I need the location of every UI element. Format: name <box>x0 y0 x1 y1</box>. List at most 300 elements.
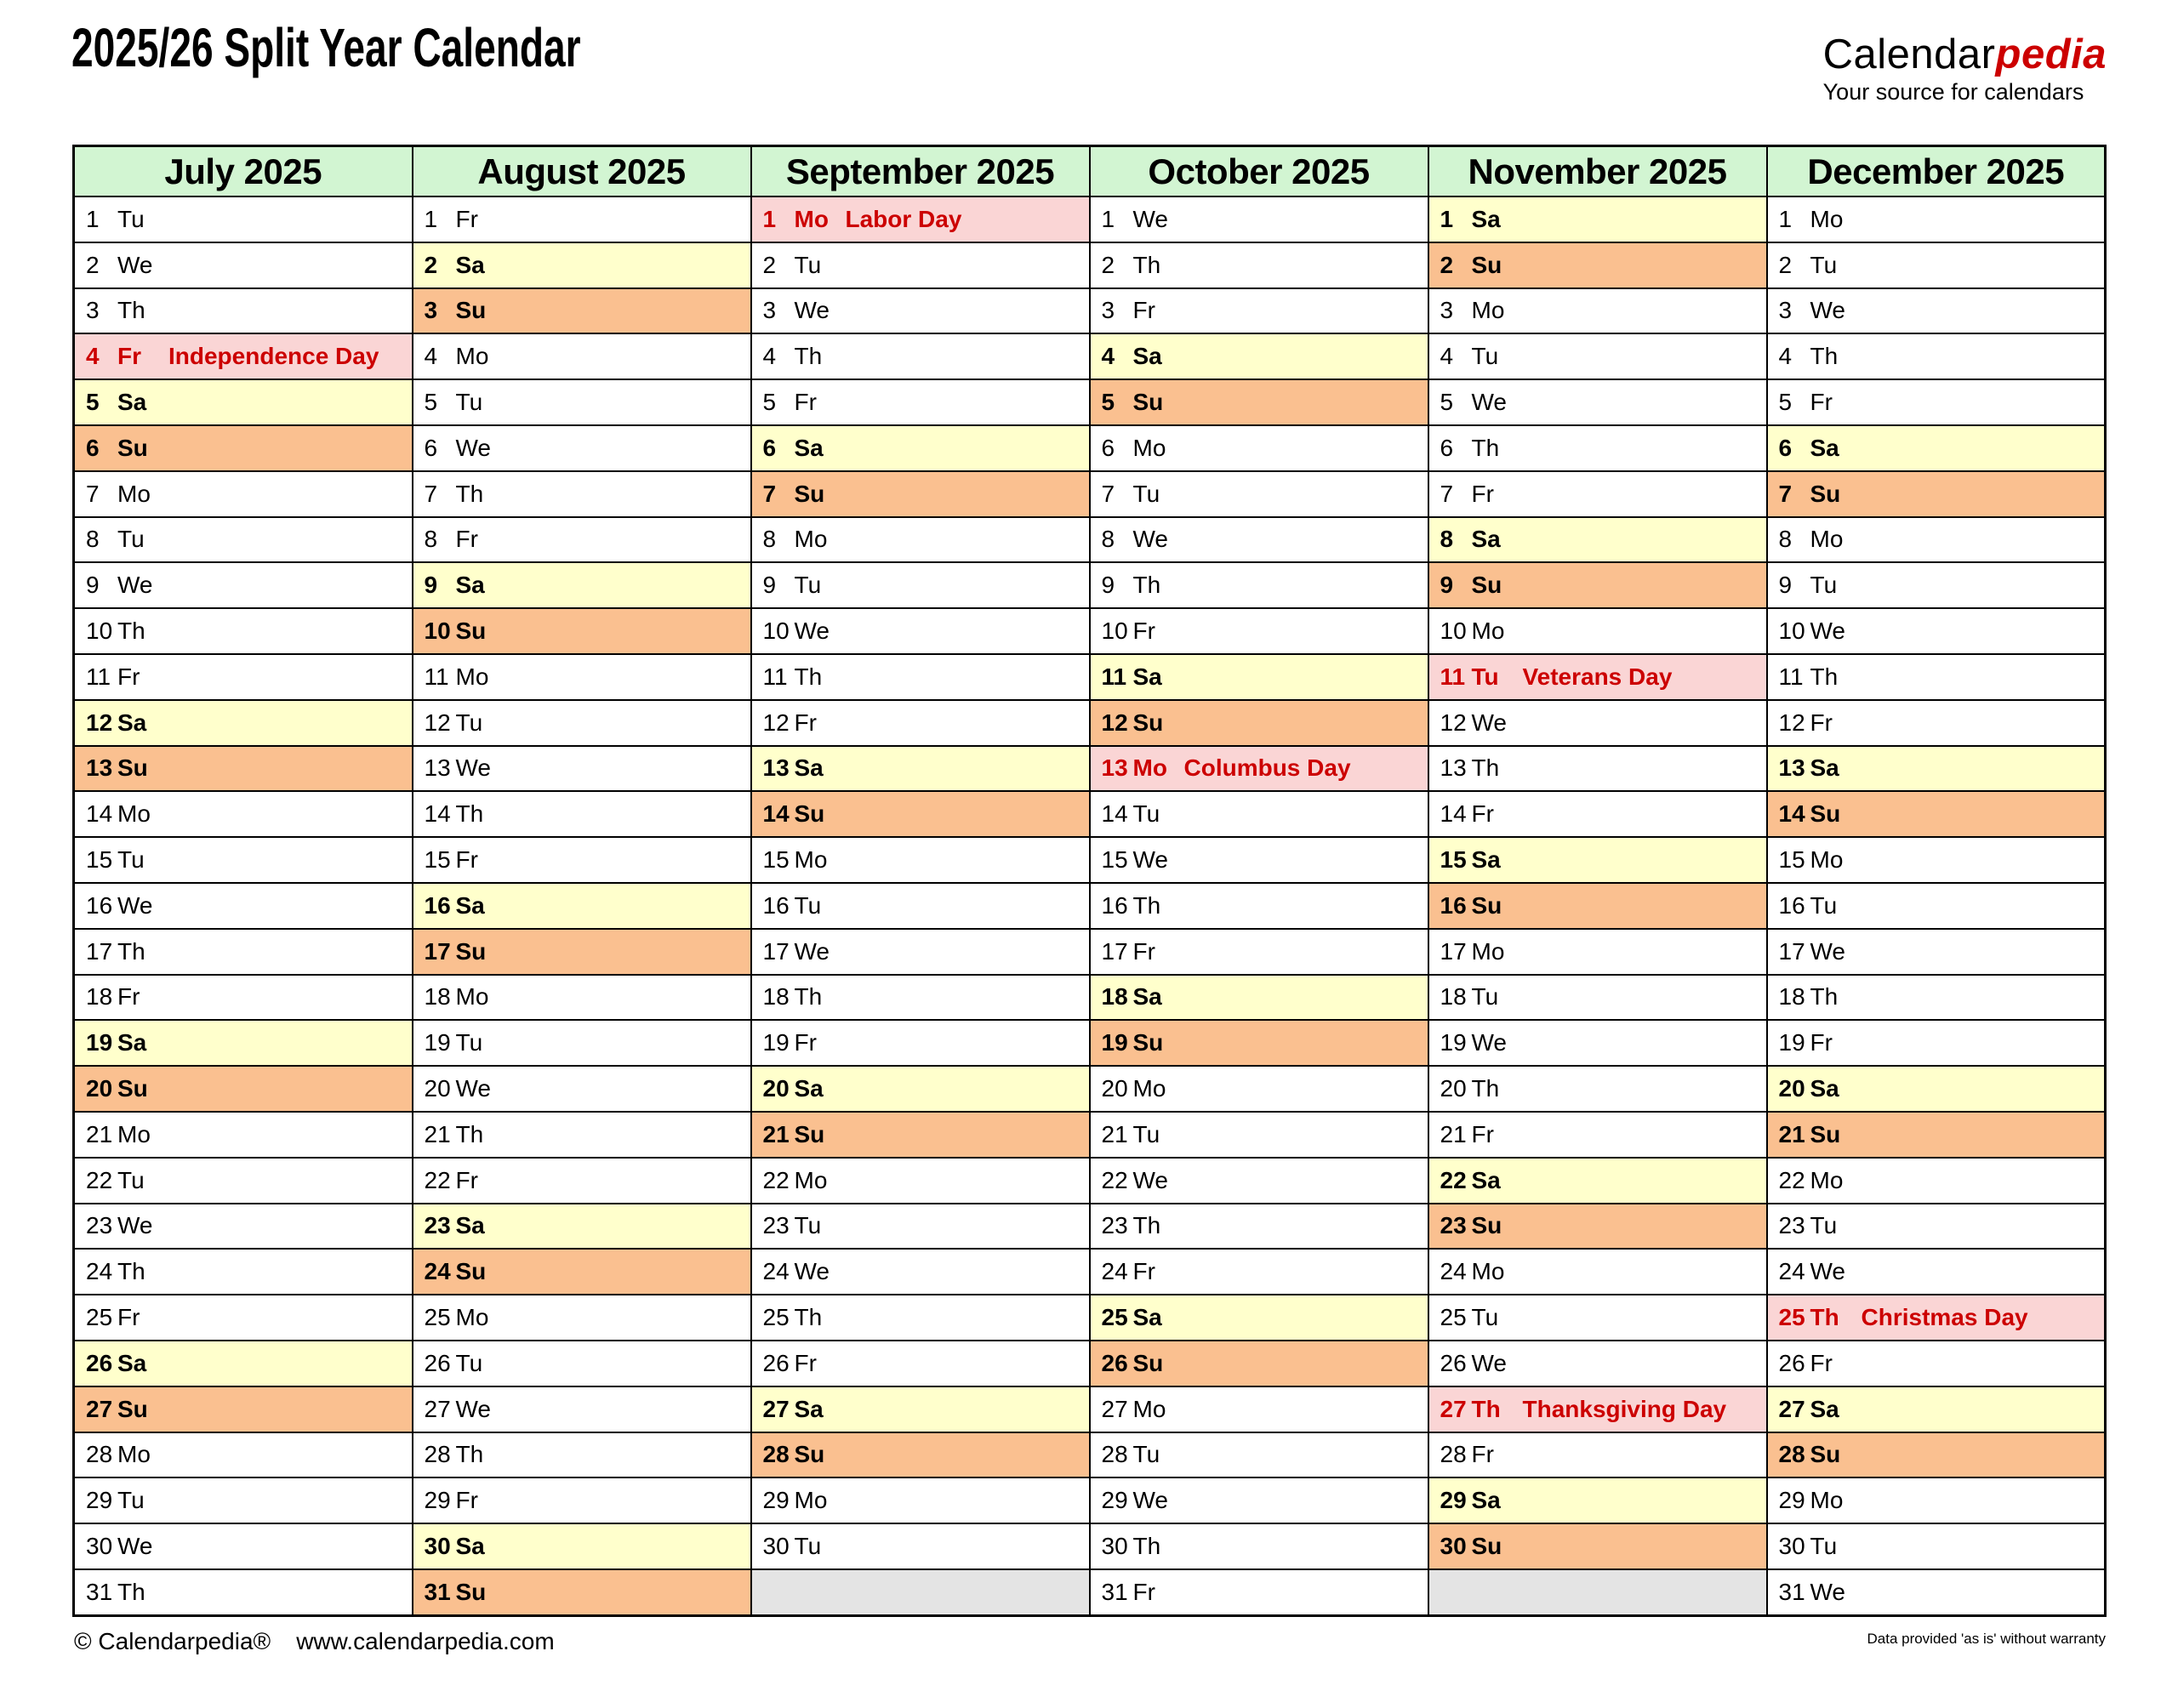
day-number: 18 <box>424 983 451 1011</box>
day-number: 4 <box>424 343 438 370</box>
weekday-abbreviation: Sa <box>455 251 485 278</box>
logo-calendar-text: Calendar <box>1822 31 1996 77</box>
day-number: 29 <box>1101 1487 1128 1514</box>
weekday-abbreviation: Th <box>1132 891 1161 919</box>
day-cell-content <box>75 1489 412 1512</box>
holiday-label: Labor Day <box>845 205 962 232</box>
weekday-abbreviation: Tu <box>1810 891 1838 919</box>
weekday-abbreviation: Sa <box>1471 846 1501 874</box>
day-cell-december-2025-20 <box>1767 1066 2106 1112</box>
day-number: 10 <box>1101 618 1128 645</box>
weekday-abbreviation: Fr <box>1810 1029 1833 1056</box>
weekday-abbreviation: Sa <box>1810 1075 1839 1102</box>
day-cell-content <box>1091 985 1428 1009</box>
day-number: 20 <box>1440 1075 1467 1102</box>
day-number: 31 <box>424 1578 451 1605</box>
day-cell-november-2025-3 <box>1428 288 1767 334</box>
day-cell-november-2025-8 <box>1428 517 1767 563</box>
day-number: 7 <box>1778 480 1793 507</box>
holiday-label: Columbus Day <box>1183 754 1351 782</box>
day-cell-content <box>752 1349 1089 1376</box>
day-cell-content <box>75 436 412 460</box>
day-number: 30 <box>762 1533 790 1559</box>
day-cell-december-2025-14 <box>1767 791 2106 837</box>
day-row-6 <box>74 425 2106 471</box>
day-cell-content <box>752 253 1089 277</box>
weekday-abbreviation: We <box>117 891 153 919</box>
day-cell-november-2025-25 <box>1428 1295 1767 1341</box>
day-cell-content <box>1768 1349 2105 1376</box>
day-cell-july-2025-12 <box>74 700 413 746</box>
day-number: 24 <box>1440 1258 1467 1285</box>
day-row-12 <box>74 700 2106 746</box>
day-number: 5 <box>86 389 100 416</box>
month-header-october-2025: October 2025 <box>1090 146 1428 197</box>
day-cell-october-2025-29 <box>1090 1477 1428 1523</box>
day-number: 23 <box>1440 1212 1467 1239</box>
day-cell-content <box>1091 802 1428 826</box>
day-cell-content <box>413 756 750 780</box>
day-cell-content <box>752 1395 1089 1422</box>
day-cell-content <box>752 436 1089 460</box>
split-year-calendar-table <box>72 145 2107 1617</box>
day-number: 29 <box>424 1487 451 1514</box>
day-number: 3 <box>424 297 438 324</box>
day-cell-content <box>752 756 1089 780</box>
day-number: 25 <box>424 1304 451 1331</box>
weekday-abbreviation: Th <box>455 800 484 828</box>
day-number: 30 <box>1440 1533 1467 1559</box>
weekday-abbreviation: Sa <box>1471 1487 1501 1514</box>
day-cell-content <box>413 344 750 368</box>
weekday-abbreviation: Th <box>455 480 484 507</box>
weekday-abbreviation: Su <box>455 937 487 965</box>
day-cell-content <box>75 390 412 414</box>
day-cell-content <box>752 1077 1089 1101</box>
day-cell-september-2025-29 <box>751 1477 1090 1523</box>
day-cell-december-2025-24 <box>1767 1249 2106 1295</box>
day-cell-content <box>1091 848 1428 872</box>
day-cell-content <box>1429 937 1766 965</box>
day-row-29 <box>74 1477 2106 1523</box>
day-cell-september-2025-3 <box>751 288 1090 334</box>
weekday-abbreviation: Su <box>794 1441 825 1468</box>
day-cell-content <box>413 711 750 735</box>
weekday-abbreviation: Th <box>1471 1395 1501 1422</box>
day-number: 1 <box>1778 205 1793 232</box>
weekday-abbreviation: Su <box>1132 389 1164 416</box>
day-number: 6 <box>1101 434 1115 461</box>
day-number: 9 <box>86 572 100 599</box>
day-number: 21 <box>762 1120 790 1147</box>
day-cell-content <box>1429 1349 1766 1376</box>
weekday-abbreviation: We <box>1132 846 1168 874</box>
day-cell-october-2025-14 <box>1090 791 1428 837</box>
day-cell-august-2025-11 <box>413 654 751 700</box>
day-cell-december-2025-17 <box>1767 929 2106 975</box>
day-cell-september-2025-12 <box>751 700 1090 746</box>
day-cell-content <box>75 482 412 506</box>
day-cell-october-2025-12 <box>1090 700 1428 746</box>
day-number: 28 <box>1440 1441 1467 1468</box>
weekday-abbreviation: Sa <box>1132 983 1162 1011</box>
weekday-abbreviation: Su <box>455 1578 487 1605</box>
day-cell-content <box>413 482 750 506</box>
month-header-july-2025: July 2025 <box>74 146 413 197</box>
day-cell-november-2025-11 <box>1428 654 1767 700</box>
month-header-november-2025: November 2025 <box>1428 146 1767 197</box>
weekday-abbreviation: Mo <box>117 1120 151 1147</box>
day-cell-november-2025-9 <box>1428 562 1767 608</box>
day-cell-content <box>413 619 750 643</box>
day-cell-july-2025-29 <box>74 1477 413 1523</box>
day-cell-july-2025-8 <box>74 517 413 563</box>
day-number: 25 <box>1778 1304 1805 1331</box>
day-cell-december-2025-28 <box>1767 1432 2106 1478</box>
day-cell-content <box>752 619 1089 643</box>
day-number: 26 <box>762 1349 790 1376</box>
weekday-abbreviation: Fr <box>794 1029 817 1056</box>
day-cell-content <box>1429 482 1766 506</box>
day-cell-content <box>413 390 750 414</box>
weekday-abbreviation: We <box>455 754 491 782</box>
day-cell-content <box>1429 891 1766 919</box>
day-number: 27 <box>424 1395 451 1422</box>
weekday-abbreviation: Sa <box>1471 526 1501 553</box>
day-number: 20 <box>762 1075 790 1102</box>
day-cell-content <box>1091 344 1428 368</box>
day-number: 29 <box>1440 1487 1467 1514</box>
day-cell-content <box>413 1395 750 1422</box>
day-cell-december-2025-8 <box>1767 517 2106 563</box>
day-number: 22 <box>1101 1166 1128 1193</box>
day-cell-content <box>413 573 750 597</box>
day-cell-november-2025-20 <box>1428 1066 1767 1112</box>
day-number: 7 <box>1440 480 1454 507</box>
day-number: 22 <box>86 1166 113 1193</box>
day-cell-november-2025-16 <box>1428 883 1767 929</box>
day-cell-october-2025-16 <box>1090 883 1428 929</box>
holiday-label: Thanksgiving Day <box>1522 1395 1727 1422</box>
day-cell-july-2025-4 <box>74 333 413 379</box>
weekday-abbreviation: Su <box>794 1120 825 1147</box>
day-number: 21 <box>1440 1120 1467 1147</box>
day-number: 24 <box>762 1258 790 1285</box>
day-cell-september-2025-1 <box>751 196 1090 242</box>
day-cell-content <box>1429 344 1766 368</box>
day-cell-november-2025-29 <box>1428 1477 1767 1523</box>
day-cell-content <box>1429 1489 1766 1512</box>
day-number: 27 <box>1101 1395 1128 1422</box>
day-cell-content <box>1768 711 2105 735</box>
day-cell-content <box>1091 1166 1428 1193</box>
day-cell-july-2025-17 <box>74 929 413 975</box>
weekday-abbreviation: Su <box>794 800 825 828</box>
day-cell-november-2025-26 <box>1428 1341 1767 1386</box>
day-cell-content <box>1429 527 1766 551</box>
day-number: 16 <box>762 891 790 919</box>
day-number: 10 <box>86 618 113 645</box>
day-cell-september-2025-22 <box>751 1158 1090 1204</box>
day-number: 18 <box>1778 983 1805 1011</box>
weekday-abbreviation: Fr <box>794 1349 817 1376</box>
day-cell-september-2025-10 <box>751 608 1090 654</box>
day-cell-december-2025-9 <box>1767 562 2106 608</box>
weekday-abbreviation: Mo <box>1471 937 1505 965</box>
day-cell-october-2025-1 <box>1090 196 1428 242</box>
day-cell-content <box>413 1306 750 1329</box>
holiday-label: Veterans Day <box>1522 663 1673 690</box>
day-number: 23 <box>1778 1212 1805 1239</box>
weekday-abbreviation: Mo <box>794 526 828 553</box>
day-number: 28 <box>424 1441 451 1468</box>
day-number: 16 <box>1440 891 1467 919</box>
day-cell-september-2025-15 <box>751 837 1090 883</box>
day-cell-november-2025-13 <box>1428 746 1767 792</box>
day-row-15 <box>74 837 2106 883</box>
weekday-abbreviation: Tu <box>455 1349 483 1376</box>
day-cell-july-2025-5 <box>74 379 413 425</box>
day-number: 20 <box>1778 1075 1805 1102</box>
day-number: 10 <box>424 618 451 645</box>
day-cell-content <box>752 937 1089 965</box>
day-cell-content <box>413 802 750 826</box>
day-cell-august-2025-16 <box>413 883 751 929</box>
weekday-abbreviation: Th <box>117 618 145 645</box>
day-number: 9 <box>424 572 438 599</box>
day-cell-content <box>75 1077 412 1101</box>
weekday-abbreviation: We <box>1132 205 1168 232</box>
day-cell-november-2025-4 <box>1428 333 1767 379</box>
website-url-link[interactable]: www.calendarpedia.com <box>296 1628 555 1654</box>
day-number: 9 <box>762 572 777 599</box>
weekday-abbreviation: Tu <box>794 572 822 599</box>
day-cell-september-2025-28 <box>751 1432 1090 1478</box>
day-cell-december-2025-21 <box>1767 1112 2106 1158</box>
day-row-1 <box>74 196 2106 242</box>
weekday-abbreviation: Tu <box>117 1166 145 1193</box>
day-number: 4 <box>1440 343 1454 370</box>
day-number: 23 <box>1101 1212 1128 1239</box>
day-cell-august-2025-17 <box>413 929 751 975</box>
day-number: 11 <box>86 663 111 690</box>
day-cell-august-2025-10 <box>413 608 751 654</box>
day-cell-content <box>1768 1166 2105 1193</box>
day-cell-december-2025-15 <box>1767 837 2106 883</box>
day-cell-november-2025-17 <box>1428 929 1767 975</box>
day-cell-august-2025-1 <box>413 196 751 242</box>
day-number: 16 <box>424 891 451 919</box>
day-number: 14 <box>424 800 451 828</box>
day-number: 1 <box>86 205 100 232</box>
day-cell-content <box>75 299 412 322</box>
weekday-abbreviation: Mo <box>117 800 151 828</box>
day-cell-content <box>413 205 750 232</box>
day-number: 27 <box>762 1395 790 1422</box>
footer-disclaimer: Data provided 'as is' without warranty <box>1867 1631 2106 1647</box>
day-number: 12 <box>86 709 113 736</box>
holiday-label: Christmas Day <box>1861 1304 2028 1331</box>
weekday-abbreviation: Fr <box>455 205 478 232</box>
weekday-abbreviation: Fr <box>1132 1578 1155 1605</box>
weekday-abbreviation: Sa <box>117 1029 147 1056</box>
day-cell-november-2025-6 <box>1428 425 1767 471</box>
day-row-17 <box>74 929 2106 975</box>
day-cell-august-2025-3 <box>413 288 751 334</box>
day-cell-october-2025-7 <box>1090 471 1428 517</box>
day-cell-content <box>413 436 750 460</box>
day-cell-content <box>413 299 750 322</box>
day-cell-content <box>1091 1580 1428 1604</box>
weekday-abbreviation: Sa <box>455 891 485 919</box>
weekday-abbreviation: Tu <box>117 205 145 232</box>
weekday-abbreviation: Fr <box>794 389 817 416</box>
day-row-21 <box>74 1112 2106 1158</box>
day-number: 2 <box>1101 251 1115 278</box>
weekday-abbreviation: Mo <box>455 983 489 1011</box>
day-cell-august-2025-15 <box>413 837 751 883</box>
day-number: 15 <box>86 846 113 874</box>
weekday-abbreviation: Th <box>1471 1075 1500 1102</box>
day-number: 11 <box>1101 663 1127 690</box>
day-number: 20 <box>86 1075 113 1102</box>
day-number: 19 <box>1778 1029 1805 1056</box>
weekday-abbreviation: Tu <box>1810 1212 1838 1239</box>
day-cell-august-2025-25 <box>413 1295 751 1341</box>
day-cell-content <box>1768 299 2105 322</box>
weekday-abbreviation: Fr <box>117 983 140 1011</box>
weekday-abbreviation: Fr <box>1471 800 1494 828</box>
day-cell-august-2025-23 <box>413 1204 751 1250</box>
day-cell-july-2025-13 <box>74 746 413 792</box>
weekday-abbreviation: Mo <box>1810 1487 1844 1514</box>
day-number: 24 <box>86 1258 113 1285</box>
day-row-9 <box>74 562 2106 608</box>
day-cell-november-2025-21 <box>1428 1112 1767 1158</box>
day-row-27 <box>74 1386 2106 1432</box>
day-number: 15 <box>1101 846 1128 874</box>
day-number: 14 <box>762 800 790 828</box>
day-cell-content <box>75 344 412 368</box>
day-cell-content <box>1429 299 1766 322</box>
weekday-abbreviation: We <box>1132 1487 1168 1514</box>
day-number: 5 <box>1440 389 1454 416</box>
weekday-abbreviation: Fr <box>1132 618 1155 645</box>
day-cell-content <box>413 1534 750 1558</box>
month-header-december-2025: December 2025 <box>1767 146 2106 197</box>
day-cell-content <box>413 1077 750 1101</box>
day-cell-december-2025-10 <box>1767 608 2106 654</box>
weekday-abbreviation: Th <box>794 343 823 370</box>
day-cell-content <box>1429 1077 1766 1101</box>
day-number: 30 <box>1778 1533 1805 1559</box>
weekday-abbreviation: Mo <box>117 1441 151 1468</box>
day-cell-august-2025-2 <box>413 242 751 288</box>
day-number: 4 <box>86 343 100 370</box>
weekday-abbreviation: Fr <box>455 846 478 874</box>
day-cell-september-2025-9 <box>751 562 1090 608</box>
weekday-abbreviation: Mo <box>794 846 828 874</box>
day-number: 31 <box>86 1578 113 1605</box>
weekday-abbreviation: We <box>117 1533 153 1559</box>
day-cell-september-2025-4 <box>751 333 1090 379</box>
day-cell-content <box>1768 619 2105 643</box>
day-cell-july-2025-31 <box>74 1569 413 1615</box>
day-number: 8 <box>1778 526 1793 553</box>
day-cell-content <box>752 344 1089 368</box>
day-row-7 <box>74 471 2106 517</box>
weekday-abbreviation: Th <box>117 1258 145 1285</box>
day-cell-content <box>413 1349 750 1376</box>
day-cell-october-2025-21 <box>1090 1112 1428 1158</box>
day-number: 11 <box>762 663 788 690</box>
day-cell-content <box>752 891 1089 919</box>
day-number: 28 <box>762 1441 790 1468</box>
day-cell-content <box>1429 848 1766 872</box>
weekday-abbreviation: Th <box>1132 1212 1161 1239</box>
day-cell-content <box>752 1166 1089 1193</box>
day-cell-content <box>752 1031 1089 1055</box>
weekday-abbreviation: Th <box>455 1441 484 1468</box>
day-cell-november-2025-14 <box>1428 791 1767 837</box>
weekday-abbreviation: Su <box>1810 480 1841 507</box>
day-cell-november-2025-30 <box>1428 1523 1767 1569</box>
day-number: 16 <box>1778 891 1805 919</box>
day-cell-october-2025-5 <box>1090 379 1428 425</box>
day-cell-july-2025-10 <box>74 608 413 654</box>
day-cell-content <box>1429 1260 1766 1284</box>
day-cell-content <box>1429 711 1766 735</box>
day-row-5 <box>74 379 2106 425</box>
day-cell-content <box>75 253 412 277</box>
day-cell-october-2025-23 <box>1090 1204 1428 1250</box>
weekday-abbreviation: Mo <box>1810 846 1844 874</box>
weekday-abbreviation: Sa <box>455 572 485 599</box>
day-cell-content <box>413 527 750 551</box>
day-cell-content <box>413 1031 750 1055</box>
day-cell-november-2025-24 <box>1428 1249 1767 1295</box>
day-cell-october-2025-18 <box>1090 975 1428 1021</box>
weekday-abbreviation: We <box>455 434 491 461</box>
day-number: 31 <box>1778 1578 1805 1605</box>
day-number: 23 <box>86 1212 113 1239</box>
weekday-abbreviation: Fr <box>1132 297 1155 324</box>
weekday-abbreviation: Mo <box>455 343 489 370</box>
day-cell-september-2025-30 <box>751 1523 1090 1569</box>
weekday-abbreviation: Tu <box>794 1212 822 1239</box>
day-number: 14 <box>86 800 113 828</box>
day-cell-october-2025-26 <box>1090 1341 1428 1386</box>
day-cell-july-2025-14 <box>74 791 413 837</box>
day-number: 9 <box>1101 572 1115 599</box>
weekday-abbreviation: Mo <box>1471 1258 1505 1285</box>
weekday-abbreviation: Fr <box>117 663 140 690</box>
weekday-abbreviation: Mo <box>1132 1075 1166 1102</box>
day-number: 17 <box>762 937 790 965</box>
day-cell-september-2025-25 <box>751 1295 1090 1341</box>
weekday-abbreviation: Sa <box>1810 434 1839 461</box>
day-number: 12 <box>424 709 451 736</box>
day-cell-december-2025-4 <box>1767 333 2106 379</box>
day-cell-content <box>413 665 750 689</box>
day-row-4 <box>74 333 2106 379</box>
day-cell-december-2025-19 <box>1767 1020 2106 1066</box>
weekday-abbreviation: We <box>1810 297 1845 324</box>
day-cell-september-2025-20 <box>751 1066 1090 1112</box>
day-cell-content <box>752 848 1089 872</box>
day-cell-october-2025-3 <box>1090 288 1428 334</box>
day-cell-december-2025-26 <box>1767 1341 2106 1386</box>
